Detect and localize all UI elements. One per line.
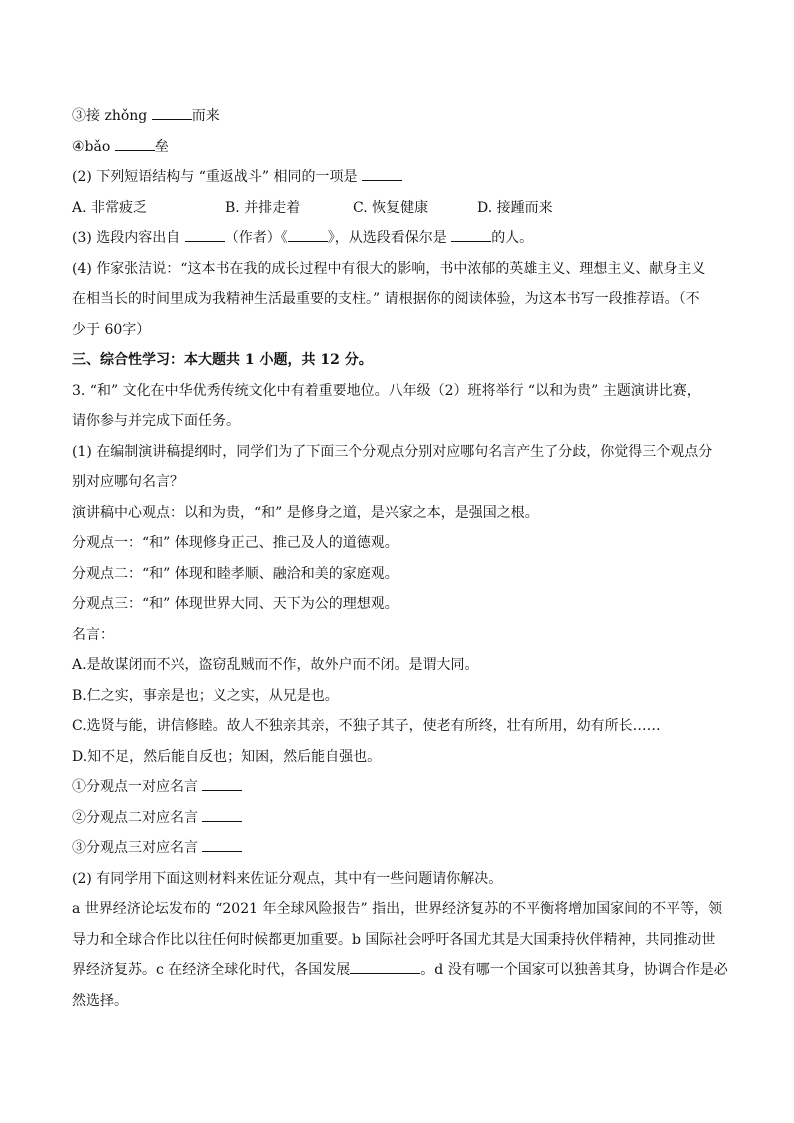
subquestion-3-part-a: (3) 选段内容出自 [72,230,185,246]
answer-blank[interactable] [362,166,402,181]
answer-blank[interactable] [202,776,242,791]
answer-blank[interactable] [288,227,328,242]
answer-blank[interactable] [202,837,242,852]
fill-item-4-prefix: ④bǎo [72,138,115,155]
subquestion-4-line-3: 少于 60字） [72,321,151,338]
exam-page [72,101,728,1016]
sub-viewpoint-3: 分观点三：“和” 体现世界大同、天下为公的理想观。 [72,596,399,612]
option-b[interactable]: B. 并排走着 [225,199,301,216]
material-line-3 [72,955,728,986]
quote-a: A.是故谋闭而不兴，盗窃乱贼而不作，故外户而不闭。是谓大同。 [72,657,479,673]
subquestion-3-part-c: 》，从选段看保尔是 [327,230,452,246]
option-a[interactable]: A. 非常疲乏 [72,199,148,216]
subquestion-4-line-2: 在相当长的时间里成为我精神生活最重要的支柱。” 请根据你的阅读体验，为这本书写一段推荐语。（不 [72,291,700,307]
quote-b: B.仁之实，事亲是也；义之实，从兄是也。 [72,687,339,704]
answer-blank[interactable] [115,136,155,151]
subquestion-1-line-1: (1) 在编制演讲稿提纲时，同学们为了下面三个分观点分别对应哪句名言产生了分歧，你觉得三个观点分 [72,443,713,460]
answer-blank[interactable] [350,959,420,974]
question-3-intro-line-1: 3. “和” 文化在中华优秀传统文化中有着重要地位。八年级（2）班将举行 “以和为贵” 主题演讲比赛， [72,382,701,399]
choice-options [72,193,722,224]
answer-blank[interactable] [202,807,242,822]
question-3-intro-line-2: 请你参与并完成下面任务。 [72,413,240,429]
fill-item-3-suffix: 而来 [191,108,220,124]
material-line-1: a 世界经济论坛发布的 “2021 年全球风险报告” 指出，世界经济复苏的不平衡将增加国家间的不平等，领 [72,901,723,917]
option-c[interactable]: C. 恢复健康 [353,199,429,216]
subquestion-2-text: (2) 下列短语结构与 “重返战斗” 相同的一项是 [72,169,362,185]
quote-d: D.知不足，然后能自反也；知困，然后能自强也。 [72,748,382,765]
material-line-3-part-a: 界经济复苏。c 在经济全球化时代，各国发展 [72,962,351,978]
answer-line-2 [72,803,722,834]
subquestion-1-line-2: 别对应哪句名言？ [72,474,184,490]
quotes-label: 名言： [72,626,114,643]
answer-line-3 [72,833,722,864]
subquestion-2 [72,162,722,193]
subquestion-4-line-1: (4) 作家张洁说：“这本书在我的成长过程中有很大的影响，书中浓郁的英雄主义、理想主义、献身主义 [72,260,706,277]
answer-blank[interactable] [152,105,192,120]
answer-line-1 [72,772,722,803]
answer-line-1-text: ①分观点一对应名言 [72,779,203,795]
section-heading: 三、综合性学习：本大题共 1 小题，共 12 分。 [72,352,373,368]
sub-viewpoint-2: 分观点二：“和” 体现和睦孝顺、融洽和美的家庭观。 [72,565,399,582]
material-line-3-part-b: 。d 没有哪一个国家可以独善其身，协调合作是必 [420,962,728,978]
subquestion-2-intro: (2) 有同学用下面这则材料来佐证分观点，其中有一些问题请你解决。 [72,870,503,887]
fill-item-3-prefix: ③接 zhǒng [72,108,152,124]
material-line-4: 然选择。 [72,992,128,1009]
subquestion-3-part-b: （作者）《 [224,230,288,246]
sub-viewpoint-1: 分观点一：“和” 体现修身正己、推己及人的道德观。 [72,535,399,551]
answer-line-3-text: ③分观点三对应名言 [72,840,203,856]
fill-item-4-suffix: 垒 [154,138,169,155]
answer-blank[interactable] [185,227,225,242]
fill-item-3 [72,101,722,132]
central-viewpoint: 演讲稿中心观点：以和为贵，“和” 是修身之道，是兴家之本，是强国之根。 [72,504,539,521]
subquestion-3 [72,223,722,254]
quote-c: C.选贤与能，讲信修睦。故人不独亲其亲，不独子其子，使老有所终，壮有所用，幼有所长…… [72,718,661,734]
answer-blank[interactable] [451,227,491,242]
answer-line-2-text: ②分观点二对应名言 [72,809,203,826]
material-line-2: 导力和全球合作比以往任何时候都更加重要。b 国际社会呼吁各国尤其是大国秉持伙伴精神，共同推动世 [72,931,716,948]
fill-item-4 [72,132,722,163]
option-d[interactable]: D. 接踵而来 [477,199,553,216]
subquestion-3-part-d: 的人。 [491,230,534,246]
